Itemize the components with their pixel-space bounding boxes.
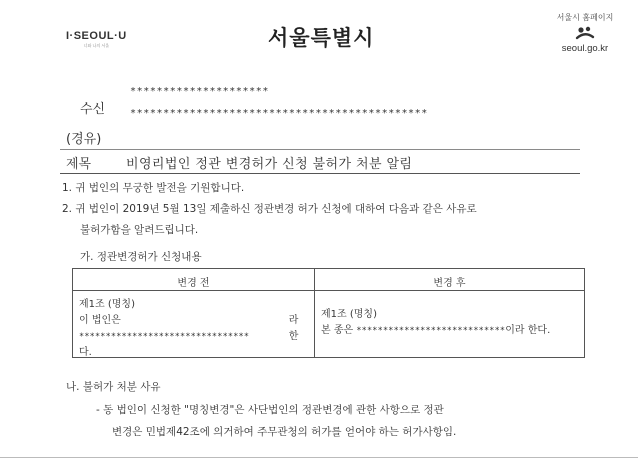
homepage-url: seoul.go.kr — [561, 43, 609, 54]
paragraph-2-line-1: 2. 귀 법인이 2019년 5월 13일 제출하신 정관변경 허가 신청에 대하여 다음과 같은 사유로 — [62, 203, 477, 215]
after-article-line — [321, 323, 581, 339]
before-article-line — [79, 313, 311, 345]
document-title: 서울특별시 — [268, 26, 375, 50]
before-line-masked: ******************************** — [79, 332, 250, 342]
after-line-pre: 본 종은 — [321, 325, 354, 336]
i-seoul-u-logo — [66, 30, 127, 49]
divider-top — [60, 149, 580, 150]
before-line-end: 다. — [79, 347, 92, 358]
recipient-label: 수신 — [80, 102, 106, 117]
before-article-title: 제1조 (명칭) — [79, 299, 135, 310]
recipient-line-2: ********************************************* — [130, 108, 428, 119]
divider-bottom — [60, 173, 580, 174]
subject-text: 비영리법인 정관 변경허가 신청 불허가 처분 알림 — [126, 157, 413, 172]
table-cell-before — [79, 297, 311, 361]
seoul-mark-icon — [574, 25, 596, 41]
logo-subtext: 너와 나의 서울 — [83, 43, 110, 48]
recipient-line-1: ********************* — [130, 86, 270, 97]
section-b-heading: 나. 불허가 처분 사유 — [66, 381, 161, 393]
homepage-block — [548, 12, 622, 54]
amendment-table — [72, 268, 585, 358]
table-cell-after — [321, 307, 581, 339]
before-line-pre: 이 법인은 — [79, 315, 121, 326]
page-bottom-edge — [0, 457, 638, 458]
logo-text: I·SEOUL·U — [66, 30, 127, 42]
paragraph-2-line-2: 불허가함을 알려드립니다. — [80, 224, 199, 236]
table-header-after: 변경 후 — [433, 278, 466, 289]
before-line-post: 라 한 — [288, 315, 299, 342]
subject-label: 제목 — [66, 157, 92, 172]
via-label: (경유) — [66, 132, 102, 147]
after-line-masked: **************************** — [356, 326, 506, 336]
table-header-before: 변경 전 — [177, 278, 210, 289]
reason-line-2: 변경은 민법제42조에 의거하여 주무관청의 허가를 얻어야 하는 허가사항임. — [112, 426, 457, 438]
homepage-label: 서울시 홈페이지 — [556, 13, 614, 22]
reason-line-1: - 동 법인이 신청한 "명칭변경"은 사단법인의 정관변경에 관한 사항으로 정관 — [96, 404, 444, 416]
after-line-post: 이라 한다. — [505, 325, 551, 336]
section-a-heading: 가. 정관변경허가 신청내용 — [80, 251, 202, 263]
table-header-divider — [73, 290, 584, 291]
after-article-title: 제1조 (명칭) — [321, 309, 377, 320]
paragraph-1: 1. 귀 법인의 무궁한 발전을 기원합니다. — [62, 182, 245, 194]
